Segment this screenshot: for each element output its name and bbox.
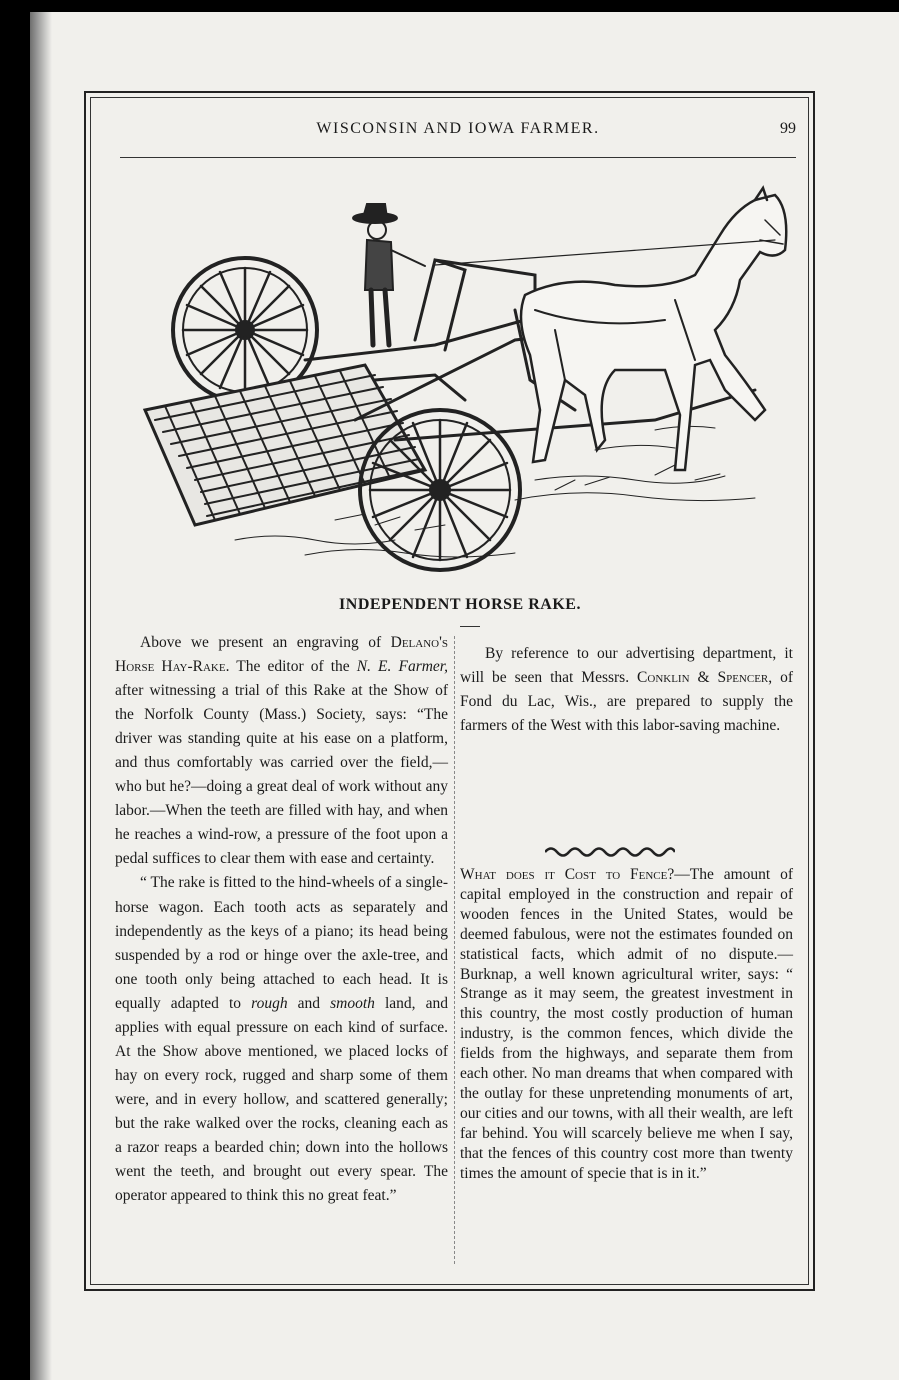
- article-paragraph-1: [115, 631, 448, 871]
- horse-rake-engraving: [135, 180, 795, 580]
- right-column-continuation: [460, 631, 793, 738]
- article-heading: INDEPENDENT HORSE RAKE.: [339, 596, 581, 613]
- book-spine-shadow: [30, 12, 52, 1380]
- text-span: The editor of the: [229, 658, 357, 676]
- front-wheel: [360, 410, 520, 570]
- article-fence-cost: [460, 865, 793, 1184]
- fence-article-lead: What does it Cost to Fence?: [460, 866, 675, 883]
- article-paragraph-2: [115, 871, 448, 1208]
- text-span: “ The rake is fitted to the hind-wheels of a single-horse wagon. Each tooth acts as separately and independently as the keys of a piano; its head being suspended by a rod or hinge over the axle-tree, and one tooth only being attached to each head. It is equally adapted to: [115, 874, 448, 1012]
- text-span: —The amount of capital employed in the construction and repair of wooden fences in the United States, would be deemed fabulous, were not the estimates founded on statistical facts, which admit of no dispute.—Burknap, a well known agricultural writer, says: “ Strange as it may seem, the greatest investment in this country, the most costly production of human industry, is the common fences, which divide the fields from the highways, and separate them from each other. No man dreams that when compared with the outlay for these unpretending monuments of art, our cities and our towns, with all their wealth, are left far behind. You will scarcely believe me when I say, that the fences of this country cost more than twenty times the amount of specie that is in it.”: [460, 866, 793, 1182]
- rake-name: Delano's Horse Hay-Rake.: [115, 634, 448, 676]
- section-divider-ornament: [545, 845, 675, 859]
- company-name: Conklin & Spencer,: [637, 669, 773, 687]
- paragraph-gap: [460, 631, 793, 642]
- publication-name: N. E. Farmer,: [356, 658, 448, 676]
- column-divider: [454, 636, 455, 1264]
- heading-underline: [460, 626, 480, 627]
- left-column: [115, 631, 448, 1208]
- text-span: By reference to our advertising department, it will be seen that Messrs.: [460, 645, 793, 687]
- page-number: 99: [780, 120, 796, 137]
- emphasis-smooth: smooth: [330, 994, 375, 1012]
- running-head: [120, 120, 796, 142]
- fence-article-paragraph: [460, 865, 793, 1184]
- journal-title: WISCONSIN AND IOWA FARMER.: [316, 120, 600, 137]
- driver-figure: [353, 204, 425, 345]
- header-rule: [120, 157, 796, 158]
- text-span: after witnessing a trial of this Rake at the Show of the Norfolk County (Mass.) Society, says: “The driver was standing quite at his ease on a platform, and thus comfortably was carried over the field,—who but he?—doing a great deal of work without any labor.—When the teeth are filled with hay, and when he reaches a wind-row, a pressure of the foot upon a pedal suffices to clear them with ease and certainty.: [115, 682, 448, 868]
- text-span: land, and applies with equal pressure on each kind of surface. At the Show above mentioned, we placed locks of hay on every rock, rugged and sharp some of them were, and in every hollow, and scattered generally; but the rake walked over the rocks, cleaning each as a razor reaps a bearded chin; down into the hollows went the teeth, and brought out every spear. The operator appeared to think this no great feat.”: [115, 994, 448, 1205]
- text-span: of Fond du Lac, Wis., are prepared to supply the farmers of the West with this labor-saving machine.: [460, 669, 793, 735]
- article-paragraph-3: [460, 642, 793, 738]
- emphasis-rough: rough: [251, 994, 288, 1012]
- rake-teeth: [145, 365, 425, 525]
- text-span: and: [287, 994, 331, 1012]
- text-span: Above we present an engraving of: [140, 634, 391, 651]
